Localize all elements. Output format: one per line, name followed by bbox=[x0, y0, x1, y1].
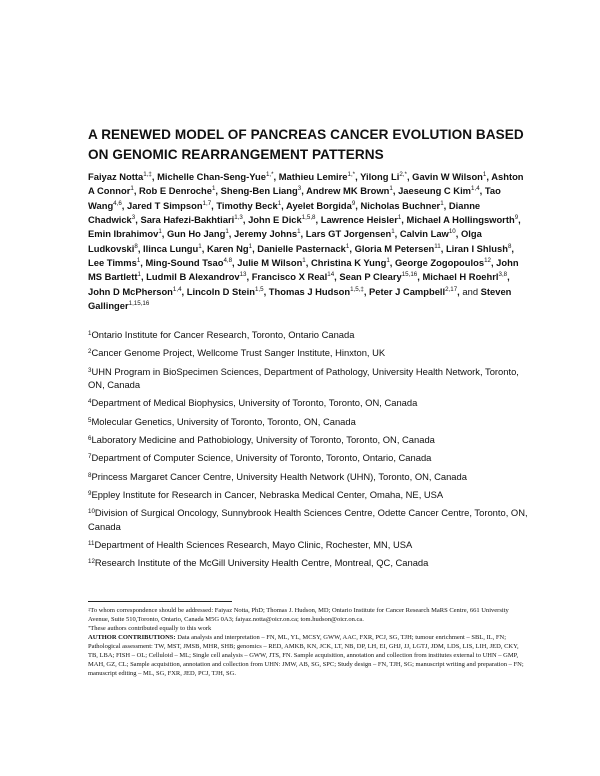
author-name: Ilinca Lungu bbox=[143, 242, 199, 254]
affiliation-number: 9 bbox=[88, 489, 92, 497]
affiliation-item bbox=[88, 433, 528, 447]
affiliation-number: 6 bbox=[88, 435, 92, 442]
affiliation-text: Molecular Genetics, University of Toronto, Toronto, ON, Canada bbox=[91, 415, 356, 427]
author-list: Faiyaz Notta$^{1,\ddagger}$, Michelle Chan-Seng-Yue$^{1,*}$, Mathieu Lemire$^{1,*}$, Yilong $Li^{2,*}$, Gavin W Wilson$^1$, Ashton A Connor$^1$, Rob E Denroche$^1$, Sheng-Ben Liang$^3$, Andrew MK Brown$^1$, Jaeseung C Kim$^{1,4}$, Tao Wang$^{4,6}$, Jared T Simpson$^{1,7}$, Timothy Beck$^1$, Ayelet Borgida$^9$, Nicholas Buchner$^1$, Dianne Chadwick$^3$, Sara Hafezi-Bakhtiari$^{1,3}$, John E Dick$^{1,5,8}$, Lawrence Heisler$^1$, Michael A Hollingsworth$^9$, Emin Ibrahimov$^1$, Gun Ho Jang$^1$, Jeremy Johns$^1$, Lars GT Jorgensen$^1$, Calvin Law$^{10}$, Olga Ludkovski$^8$, Ilinca Lungu$^1$, Karen Ng$^1$, Danielle Pasternack$^1$, Gloria M Petersen$^{11}$, Liran I Shlush$^8$, Lee Timms$^1$, Ming-Sound Tsao$^{4,8}$, Julie M Wilson$^1$, Christina K Yung$^1$, George Zogopoulos$^{12}$, John MS Bartlett$^1$, Ludmil B Alexandrov$^{13}$, Francisco X Real$^{14}$, Sean P Cleary$^{15,16}$, Michael H Roehrl$^{3,8}$, John D McPherson$^{1,4}$, Lincoln D Stein$^{1,5}$, Thomas J Hudson$^{1,5,\ddagger}$, Peter J Campbell$^{2,17}$, and Steven Gallinger$^{1,15,16}$ bbox=[88, 171, 524, 312]
affiliation-item bbox=[88, 470, 528, 484]
author bbox=[221, 185, 302, 196]
author bbox=[257, 243, 349, 254]
author bbox=[139, 185, 215, 196]
affiliation-item bbox=[88, 328, 528, 342]
author-name: Gavin W Wilson bbox=[412, 171, 483, 182]
author-affiliation-mark: 1 bbox=[482, 171, 487, 178]
author-affiliation-mark: 1,15,16 bbox=[128, 300, 150, 308]
author-affiliation-mark: 8 bbox=[134, 242, 138, 250]
affiliation-number: 8 bbox=[88, 471, 92, 479]
author-affiliation-mark: 2,* bbox=[399, 171, 407, 178]
author bbox=[306, 185, 393, 196]
affiliation-text: Eppley Institute for Research in Cancer, Nebraska Medical Center, Omaha, NE, USA bbox=[91, 488, 444, 500]
author-name: Ludmil B Alexandrov bbox=[146, 271, 240, 283]
author-affiliation-mark: 1,3 bbox=[234, 214, 243, 222]
author bbox=[252, 271, 334, 282]
author-affiliation-mark: 1,4 bbox=[172, 285, 182, 293]
paper-title: A RENEWED MODEL OF PANCREAS CANCER EVOLUTION BASED ON GENOMIC REARRANGEMENT PATTERNS bbox=[88, 127, 524, 162]
author-name: Christina K Yung bbox=[310, 257, 387, 269]
affiliation-text: Ontario Institute for Cancer Research, Toronto, Ontario Canada bbox=[91, 329, 355, 340]
author-affiliation-mark: 1,* bbox=[347, 171, 356, 178]
author-name: Francisco X Real bbox=[251, 271, 328, 283]
author-name: Gun Ho Jang bbox=[167, 228, 226, 240]
author-name: Jeremy Johns bbox=[234, 228, 298, 240]
affiliation-text: Department of Health Sciences Research, Mayo Clinic, Rochester, MN, USA bbox=[94, 539, 413, 550]
author bbox=[157, 171, 273, 182]
author-affiliation-mark: 1 bbox=[302, 257, 306, 265]
author-affiliation-mark: 12 bbox=[484, 257, 491, 265]
author bbox=[88, 286, 182, 297]
author bbox=[237, 257, 305, 268]
correspondence-footnote bbox=[88, 606, 528, 624]
author-name: Thomas J Hudson bbox=[268, 285, 351, 297]
author bbox=[127, 200, 211, 211]
author-affiliation-mark: 1,‡ bbox=[143, 171, 152, 178]
affiliation-text: UHN Program in BioSpecimen Sciences, Department of Pathology, University Health Network, Toronto, ON, Canada bbox=[88, 365, 519, 391]
author bbox=[207, 243, 252, 254]
affiliation-number: 7 bbox=[88, 453, 92, 461]
author-name: Rob E Denroche bbox=[139, 185, 212, 197]
author-affiliation-mark: 4,6 bbox=[113, 199, 122, 207]
author-affiliation-mark: 1,7 bbox=[202, 199, 212, 207]
affiliation-text: Laboratory Medicine and Pathobiology, University of Toronto, Toronto, ON, Canada bbox=[91, 434, 435, 445]
author-affiliation-mark: 3 bbox=[131, 214, 136, 222]
author bbox=[234, 228, 301, 239]
author-name: Tao Wang bbox=[88, 185, 501, 211]
affiliation-text: Cancer Genome Project, Wellcome Trust Sanger Institute, Hinxton, UK bbox=[91, 347, 386, 359]
author bbox=[400, 228, 456, 239]
author-affiliation-mark: 2,17 bbox=[445, 285, 458, 293]
author-name: Nicholas Buchner bbox=[360, 199, 441, 211]
author bbox=[360, 171, 407, 182]
affiliation-number: 12 bbox=[88, 558, 95, 566]
author-name: Mathieu Lemire bbox=[278, 171, 348, 182]
affiliation-number: 5 bbox=[88, 416, 92, 424]
author-name: Timothy Beck bbox=[216, 199, 278, 211]
author bbox=[412, 171, 486, 182]
author bbox=[145, 257, 232, 268]
affiliation-item bbox=[88, 488, 528, 502]
author-affiliation-mark: 1 bbox=[386, 257, 390, 265]
author-contributions-text: Data analysis and interpretation – FN, ML, YL, MCSY, GWW, AAC, FXR, PCJ, SG, TJH; tumour enrichment – SBL, IL, FN; Pathological assessment: TW, MST, JMSB, MHR, SHB; genomics – RED, AMKB, KN, JCK, LT, NB, DP, LH, EI, GHJ, JJ, LGTJ, JDM, LDS, LIS, LIH, JED, CKY, TB, LBA; FISH – OL; Celluloid – ML; Single cell analysis – GWW, JTS, FN. Sample acquisition, annotation and collection from institutes external to UHN – GMP, MAH, GZ, CL; Sample acquisition, annotation and collection from UHN: JMW, AB, SG, SPC; Study design – FN, TJH, SG; manuscript writing and preparation – FN; manuscript editing – ML, SG, FXR, JED, PCJ, TJH, SG. bbox=[88, 634, 524, 678]
author-name: Danielle Pasternack bbox=[257, 242, 346, 254]
affiliation-text: Princess Margaret Cancer Centre, University Health Network (UHN), Toronto, ON, Canada bbox=[91, 470, 467, 482]
author-affiliation-mark: 1 bbox=[225, 228, 229, 236]
affiliation-item bbox=[88, 506, 528, 533]
author-affiliation-mark: 1,5,‡ bbox=[350, 285, 364, 293]
author-name: Calvin Law bbox=[399, 228, 449, 240]
author-name: Faiyaz Notta bbox=[88, 171, 144, 182]
author-affiliation-mark: 9 bbox=[514, 214, 519, 222]
author-name: Ayelet Borgida bbox=[286, 199, 352, 211]
correspondence-text: To whom correspondence should be addressed: Faiyaz Notta, PhD; Thomas J. Hudson, MD; Ontario Institute for Cancer Research MaRS Centre, 661 University Avenue, Suite 510,Toronto, Ontario, Canada M5G 0A3; faiyaz.notta@oicr.on.ca; tom.hudson@oicr.on.ca. bbox=[88, 607, 509, 624]
equal-contribution-mark: * bbox=[88, 625, 91, 631]
author bbox=[167, 228, 229, 239]
author bbox=[146, 271, 246, 282]
author bbox=[422, 271, 507, 282]
author-name: Olga Ludkovski bbox=[88, 228, 482, 254]
author-name: Steven Gallinger bbox=[88, 285, 512, 312]
author-affiliation-mark: 1 bbox=[198, 242, 202, 250]
author-name: Dianne Chadwick bbox=[88, 199, 481, 226]
author-name: Michael A Hollingsworth bbox=[406, 214, 515, 226]
affiliation-text: Research Institute of the McGill University Health Centre, Montreal, QC, Canada bbox=[94, 557, 429, 569]
author-affiliation-mark: 1,5,8 bbox=[301, 214, 316, 222]
affiliation-number: 2 bbox=[88, 348, 92, 356]
author bbox=[269, 286, 364, 297]
author-affiliation-mark: 1 bbox=[440, 199, 444, 207]
author-affiliation-mark: 1 bbox=[277, 199, 282, 207]
author-name: Jaeseung C Kim bbox=[398, 185, 472, 197]
author-name: Sean P Cleary bbox=[339, 271, 402, 283]
author-name: Liran I Shlush bbox=[445, 242, 508, 254]
author-affiliation-mark: 1 bbox=[391, 228, 395, 236]
affiliation-item bbox=[88, 396, 528, 410]
author bbox=[88, 228, 162, 239]
author-affiliation-mark: 1 bbox=[137, 271, 141, 279]
author-name: John MS Bartlett bbox=[88, 257, 519, 283]
author-affiliation-mark: 1,4 bbox=[471, 185, 480, 193]
author-name: Peter J Campbell bbox=[369, 285, 446, 297]
author-affiliation-mark: 1 bbox=[248, 242, 253, 250]
author bbox=[286, 200, 355, 211]
author-name: Sheng-Ben Liang bbox=[220, 185, 298, 197]
author bbox=[248, 214, 315, 225]
author-affiliation-mark: 1,5 bbox=[254, 285, 264, 293]
author-name: John D McPherson bbox=[88, 285, 173, 297]
author bbox=[369, 286, 457, 297]
author bbox=[321, 214, 402, 225]
author-affiliation-mark: 1 bbox=[211, 185, 216, 193]
author-name: John E Dick bbox=[248, 214, 302, 226]
affiliation-item bbox=[88, 538, 528, 552]
author-name: Sara Hafezi-Bakhtiari bbox=[140, 214, 235, 226]
author bbox=[361, 200, 444, 211]
affiliation-list bbox=[88, 328, 528, 575]
author-conjunction: and bbox=[462, 285, 479, 297]
author-affiliation-mark: 4,8 bbox=[223, 257, 233, 265]
author-affiliation-mark: 11 bbox=[434, 242, 441, 250]
affiliation-number: 11 bbox=[88, 540, 95, 547]
author bbox=[446, 243, 511, 254]
author bbox=[355, 243, 441, 254]
author bbox=[311, 257, 390, 268]
footnotes bbox=[88, 606, 528, 678]
author-name: Andrew MK Brown bbox=[306, 185, 390, 197]
author-name: Julie M Wilson bbox=[237, 257, 303, 269]
affiliation-item bbox=[88, 365, 528, 392]
author bbox=[88, 171, 152, 182]
author-name: Lars GT Jorgensen bbox=[305, 228, 392, 240]
author-name: George Zogopoulos bbox=[395, 257, 485, 269]
correspondence-mark: ‡ bbox=[88, 607, 91, 612]
author-affiliation-mark: 10 bbox=[448, 228, 456, 236]
author-affiliation-mark: 13 bbox=[239, 271, 247, 279]
author-contributions-heading: AUTHOR CONTRIBUTIONS: bbox=[88, 634, 176, 642]
author-affiliation-mark: 1 bbox=[130, 185, 134, 193]
author-name: Jared T Simpson bbox=[127, 199, 203, 211]
author-name: Lee Timms bbox=[88, 257, 137, 269]
author bbox=[88, 257, 140, 268]
affiliation-text: Department of Medical Biophysics, University of Toronto, Toronto, ON, Canada bbox=[91, 397, 418, 409]
author-affiliation-mark: 3,8 bbox=[498, 271, 508, 279]
author bbox=[395, 257, 491, 268]
author-contributions bbox=[88, 633, 528, 678]
equal-contribution-text: These authors contributed equally to this work bbox=[90, 625, 212, 633]
affiliation-item bbox=[88, 346, 528, 360]
author-affiliation-mark: 1 bbox=[158, 228, 162, 236]
affiliation-item bbox=[88, 556, 528, 570]
affiliation-text: Department of Computer Science, University of Toronto, Toronto, Ontario, Canada bbox=[91, 452, 432, 464]
affiliation-number: 10 bbox=[88, 508, 95, 516]
author-name: Gloria M Petersen bbox=[354, 242, 435, 254]
author-name: Karen Ng bbox=[206, 242, 249, 254]
author bbox=[140, 214, 242, 225]
footnote-divider bbox=[88, 601, 232, 602]
equal-contribution-footnote bbox=[88, 624, 528, 633]
author-affiliation-mark: 1 bbox=[397, 214, 402, 222]
author bbox=[339, 271, 417, 282]
author-name: Ming-Sound Tsao bbox=[145, 257, 224, 269]
author bbox=[398, 185, 480, 196]
affiliation-item bbox=[88, 451, 528, 465]
author-affiliation-mark: 1 bbox=[297, 228, 301, 236]
author-affiliation-mark: 3 bbox=[297, 185, 302, 193]
author-name: Michael H Roehrl bbox=[422, 271, 499, 283]
author bbox=[306, 228, 395, 239]
affiliation-number: 3 bbox=[88, 366, 92, 374]
author-name: Emin Ibrahimov bbox=[88, 228, 159, 240]
author-affiliation-mark: 1,* bbox=[265, 171, 274, 178]
affiliation-number: 4 bbox=[88, 398, 92, 406]
author-name: Yilong Li bbox=[360, 171, 400, 182]
author bbox=[143, 243, 202, 254]
affiliation-number: 1 bbox=[88, 330, 92, 337]
author-name: Lawrence Heisler bbox=[320, 214, 398, 226]
author-affiliation-mark: 1 bbox=[345, 242, 350, 250]
author bbox=[407, 214, 519, 225]
author-name: Michelle Chan-Seng-Yue bbox=[157, 171, 266, 182]
author bbox=[187, 286, 264, 297]
affiliation-item bbox=[88, 415, 528, 429]
author-affiliation-mark: 1 bbox=[136, 257, 141, 265]
author-affiliation-mark: 15,16 bbox=[401, 271, 418, 279]
author-affiliation-mark: 1 bbox=[389, 185, 393, 193]
author-affiliation-mark: 14 bbox=[327, 271, 335, 279]
author-affiliation-mark: 8 bbox=[507, 242, 512, 250]
author bbox=[279, 171, 355, 182]
affiliation-text: Division of Surgical Oncology, Sunnybrook Health Sciences Centre, Odette Cancer Centre, Toronto, ON, Canada bbox=[88, 507, 528, 532]
author bbox=[216, 200, 281, 211]
author-name: Ashton A Connor bbox=[88, 171, 524, 197]
author-name: Lincoln D Stein bbox=[186, 285, 255, 297]
author-affiliation-mark: 9 bbox=[351, 199, 356, 207]
